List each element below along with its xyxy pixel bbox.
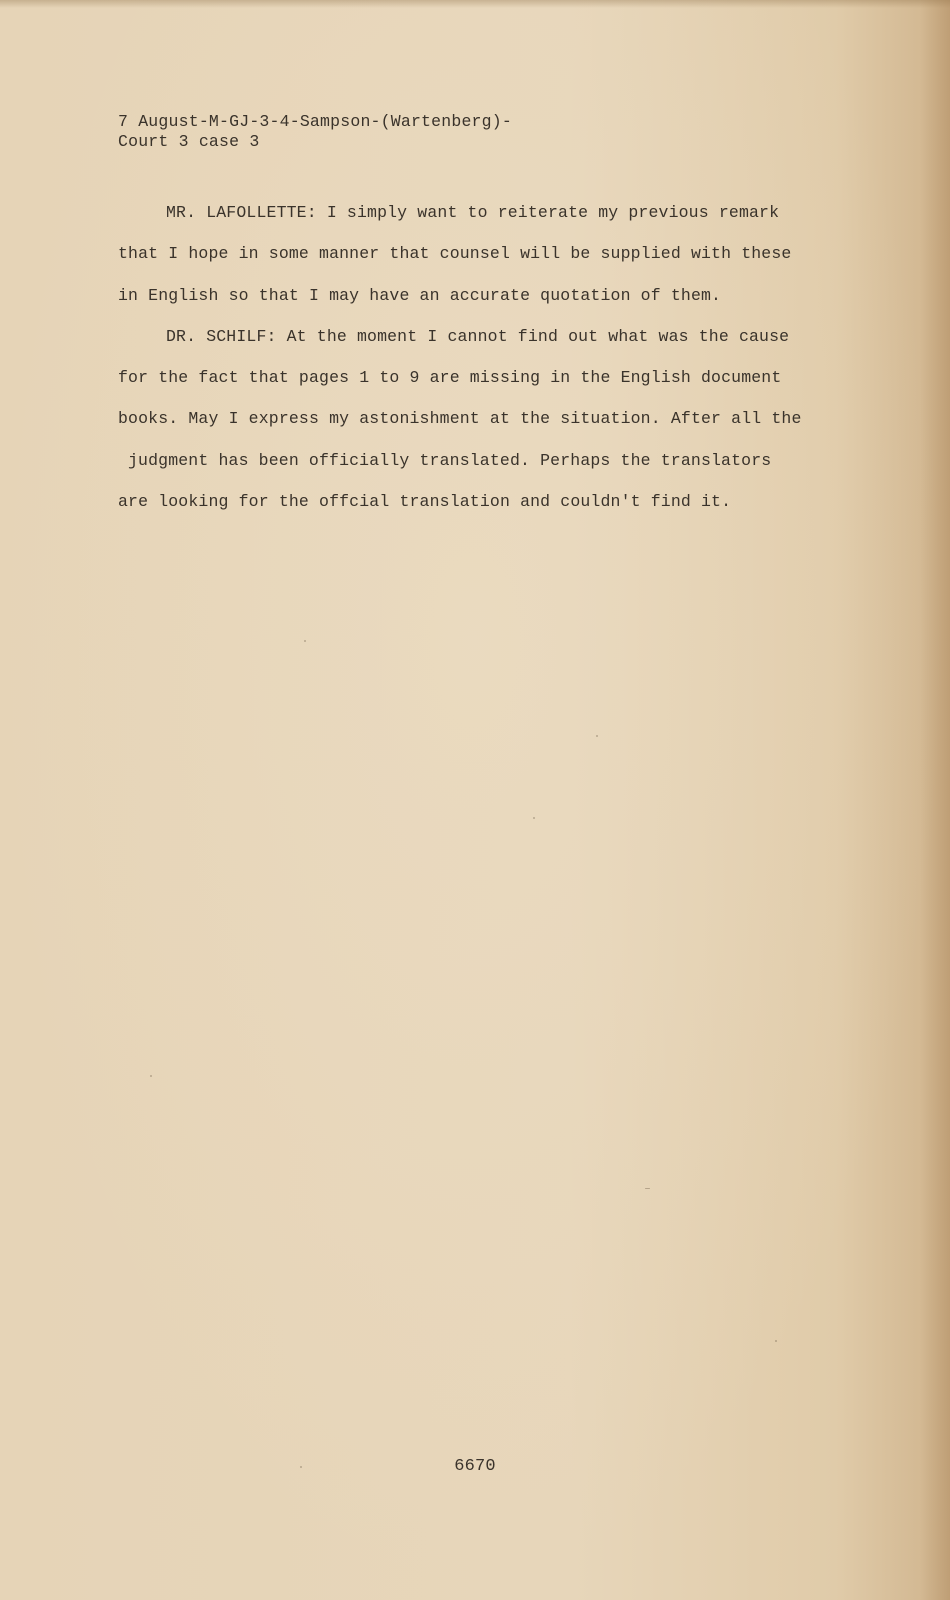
page-number: 6670 bbox=[454, 1457, 496, 1476]
transcript-line: DR. SCHILF: At the moment I cannot find out what was the cause bbox=[166, 326, 790, 346]
document-header bbox=[118, 112, 512, 152]
transcript-line: judgment has been officially translated. Perhaps the translators bbox=[128, 450, 772, 470]
paper-speck bbox=[596, 735, 598, 737]
transcript-body bbox=[118, 192, 838, 522]
paper-speck bbox=[150, 1075, 152, 1077]
transcript-line: are looking for the offcial translation and couldn't find it. bbox=[118, 492, 732, 512]
paper-speck bbox=[645, 1188, 650, 1189]
transcript-line: MR. LAFOLLETTE: I simply want to reiterate my previous remark bbox=[166, 203, 780, 222]
paper-speck bbox=[304, 640, 306, 642]
paper-speck bbox=[300, 1466, 302, 1468]
transcript-line: books. May I express my astonishment at the situation. After all the bbox=[118, 409, 802, 429]
paper-speck bbox=[533, 817, 535, 819]
transcript-line: in English so that I may have an accurate quotation of them. bbox=[118, 285, 722, 305]
transcript-line: that I hope in some manner that counsel will be supplied with these bbox=[118, 244, 792, 264]
header-line-2: Court 3 case 3 bbox=[118, 132, 260, 151]
transcript-line: for the fact that pages 1 to 9 are missing in the English document bbox=[118, 368, 782, 388]
paper-speck bbox=[775, 1340, 777, 1342]
header-line-1: 7 August-M-GJ-3-4-Sampson-(Wartenberg)- bbox=[118, 112, 512, 131]
